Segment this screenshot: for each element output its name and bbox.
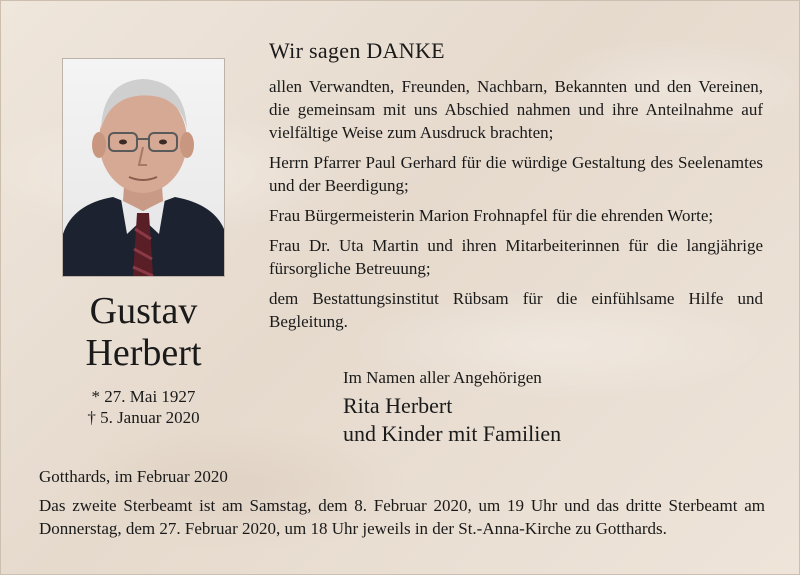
deceased-last-name: Herbert <box>85 332 202 374</box>
thanks-paragraph: Frau Bürgermeisterin Marion Frohnapfel für die ehrenden Worte; <box>269 206 714 225</box>
deceased-first-name: Gustav <box>89 290 198 332</box>
thanks-heading: Wir sagen DANKE <box>269 38 445 63</box>
place-date: Gotthards, im Februar 2020 <box>39 467 228 486</box>
thanks-paragraph: allen Verwandten, Freunden, Nachbarn, Bekannten und den Vereinen, die gemeinsam mit uns Abschied nahmen und ihre Anteilnahme auf vielfältige Weise zum Ausdruck brachten; <box>269 77 763 142</box>
thanks-paragraph: dem Bestattungsinstitut Rübsam für die einfühlsame Hilfe und Begleitung. <box>269 289 763 331</box>
thanks-paragraph: Herrn Pfarrer Paul Gerhard für die würdige Gestaltung des Seelenamtes und der Beerdigung; <box>269 153 763 195</box>
memorial-mass-notice: Das zweite Sterbeamt ist am Samstag, dem 8. Februar 2020, um 19 Uhr und das dritte Sterbeamt am Donnerstag, dem 27. Februar 2020, um 18 Uhr jeweils in der St.-Anna-Kirche zu Gotthards. <box>39 496 765 538</box>
thanks-paragraph: Frau Dr. Uta Martin und ihren Mitarbeiterinnen für die langjährige fürsorgliche Betreuung; <box>269 236 763 278</box>
portrait-photo <box>62 58 225 277</box>
birth-date: * 27. Mai 1927 <box>91 387 196 406</box>
signature-intro: Im Namen aller Angehörigen <box>343 368 542 387</box>
signature-name: Rita Herbert <box>343 393 453 418</box>
death-date: † 5. Januar 2020 <box>87 408 200 427</box>
signature-family: und Kinder mit Familien <box>343 421 562 446</box>
